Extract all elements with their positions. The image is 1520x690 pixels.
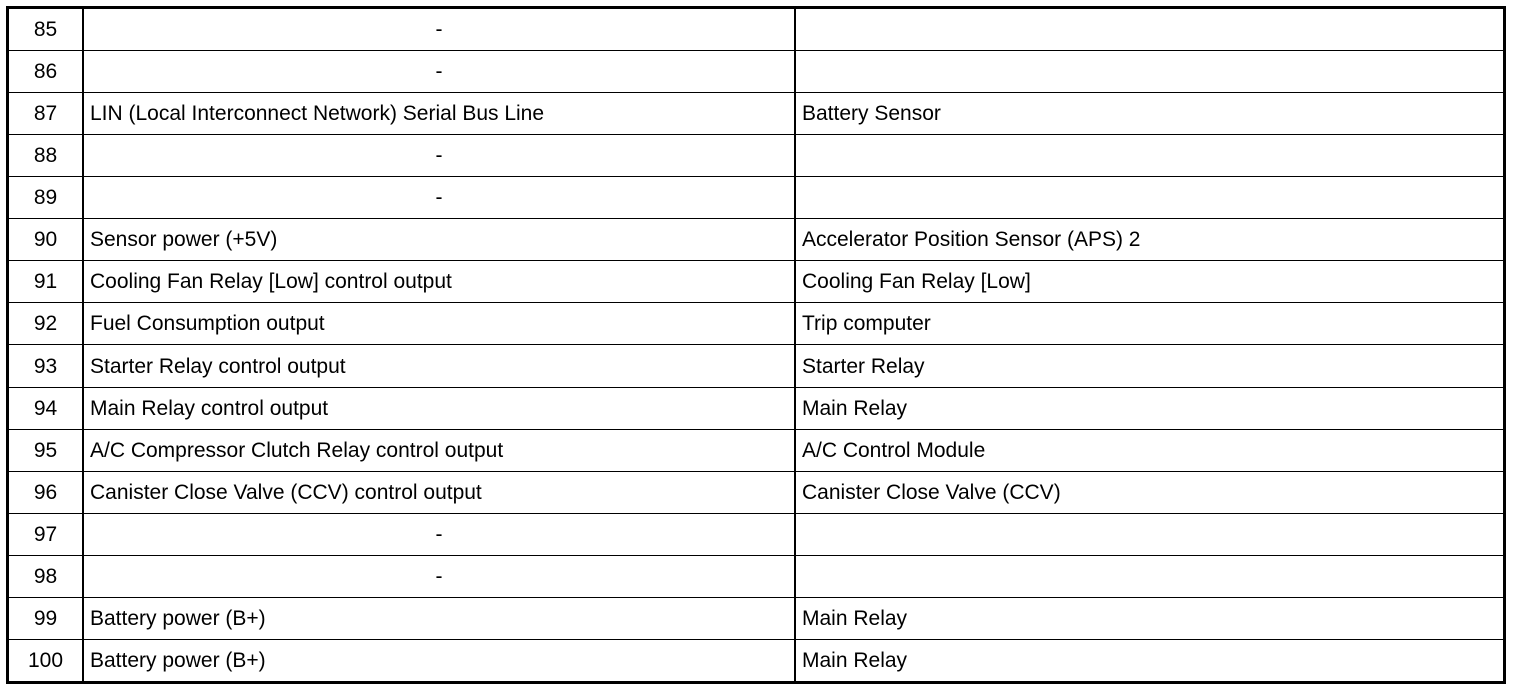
pin-number-cell: 85 xyxy=(9,9,83,51)
pin-number-cell: 93 xyxy=(9,345,83,387)
pin-description-cell: Battery power (B+) xyxy=(83,639,795,681)
table-row xyxy=(9,135,1503,177)
pin-description-cell: Canister Close Valve (CCV) control output xyxy=(83,471,795,513)
table-row xyxy=(9,471,1503,513)
table-row xyxy=(9,51,1503,93)
connected-to-cell xyxy=(795,555,1503,597)
pin-description-cell: - xyxy=(83,51,795,93)
table-row xyxy=(9,429,1503,471)
table-row xyxy=(9,555,1503,597)
pin-number-cell: 87 xyxy=(9,93,83,135)
table-row xyxy=(9,261,1503,303)
connected-to-cell: Main Relay xyxy=(795,387,1503,429)
connected-to-cell: Accelerator Position Sensor (APS) 2 xyxy=(795,219,1503,261)
pin-number-cell: 97 xyxy=(9,513,83,555)
table-row xyxy=(9,639,1503,681)
pin-number-cell: 88 xyxy=(9,135,83,177)
connected-to-cell: Canister Close Valve (CCV) xyxy=(795,471,1503,513)
table-row xyxy=(9,387,1503,429)
pin-number-cell: 91 xyxy=(9,261,83,303)
pin-description-table-frame xyxy=(6,6,1506,684)
pin-number-cell: 86 xyxy=(9,51,83,93)
pin-number-cell: 95 xyxy=(9,429,83,471)
pin-description-cell: Main Relay control output xyxy=(83,387,795,429)
pin-description-cell: - xyxy=(83,555,795,597)
pin-description-cell: - xyxy=(83,9,795,51)
pin-number-cell: 96 xyxy=(9,471,83,513)
pin-description-cell: Starter Relay control output xyxy=(83,345,795,387)
connected-to-cell xyxy=(795,177,1503,219)
connected-to-cell: Battery Sensor xyxy=(795,93,1503,135)
pin-description-cell: - xyxy=(83,135,795,177)
table-row xyxy=(9,513,1503,555)
pin-number-cell: 99 xyxy=(9,597,83,639)
pin-number-cell: 94 xyxy=(9,387,83,429)
pin-description-cell: Battery power (B+) xyxy=(83,597,795,639)
connected-to-cell: Trip computer xyxy=(795,303,1503,345)
pin-number-cell: 89 xyxy=(9,177,83,219)
connected-to-cell: Main Relay xyxy=(795,639,1503,681)
connected-to-cell xyxy=(795,135,1503,177)
pin-number-cell: 98 xyxy=(9,555,83,597)
pin-description-cell: A/C Compressor Clutch Relay control output xyxy=(83,429,795,471)
table-row xyxy=(9,93,1503,135)
pin-description-table xyxy=(9,9,1503,681)
table-row xyxy=(9,345,1503,387)
table-row xyxy=(9,597,1503,639)
connected-to-cell: Main Relay xyxy=(795,597,1503,639)
pin-number-cell: 92 xyxy=(9,303,83,345)
pin-number-cell: 90 xyxy=(9,219,83,261)
pin-description-cell: LIN (Local Interconnect Network) Serial Bus Line xyxy=(83,93,795,135)
connected-to-cell xyxy=(795,51,1503,93)
table-body xyxy=(9,9,1503,681)
table-row xyxy=(9,219,1503,261)
pin-description-cell: Fuel Consumption output xyxy=(83,303,795,345)
pin-description-cell: - xyxy=(83,177,795,219)
pin-number-cell: 100 xyxy=(9,639,83,681)
table-row xyxy=(9,303,1503,345)
connected-to-cell xyxy=(795,513,1503,555)
table-row xyxy=(9,177,1503,219)
pin-description-cell: Cooling Fan Relay [Low] control output xyxy=(83,261,795,303)
connected-to-cell xyxy=(795,9,1503,51)
connected-to-cell: Starter Relay xyxy=(795,345,1503,387)
table-row xyxy=(9,9,1503,51)
connected-to-cell: Cooling Fan Relay [Low] xyxy=(795,261,1503,303)
pin-description-cell: - xyxy=(83,513,795,555)
connected-to-cell: A/C Control Module xyxy=(795,429,1503,471)
pin-description-cell: Sensor power (+5V) xyxy=(83,219,795,261)
